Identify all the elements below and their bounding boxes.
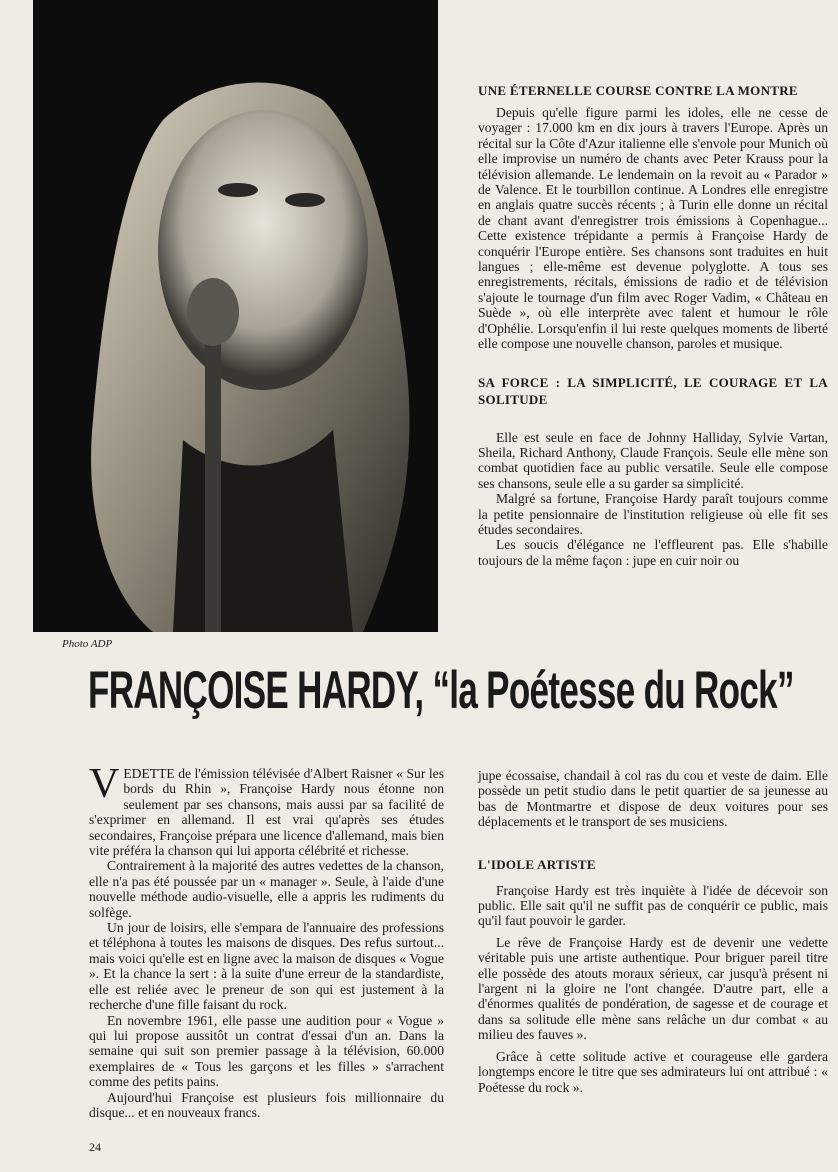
paragraph: Grâce à cette solitude active et courageuse elle gardera longtemps encore le titre que ses admirateurs lui ont attribué : « Poétesse du rock ». bbox=[478, 1048, 828, 1095]
paragraph: Les soucis d'élégance ne l'effleurent pas. Elle s'habille toujours de la même façon : jupe en cuir noir ou bbox=[478, 537, 828, 568]
right-column-top bbox=[478, 82, 828, 568]
right-column-bottom bbox=[478, 768, 828, 1095]
paragraph: Françoise Hardy est très inquiète à l'idée de décevoir son public. Elle sait qu'il ne suffit pas de conquérir ce public, mais qu'il faut pouvoir le garder. bbox=[478, 882, 828, 929]
paragraph: Depuis qu'elle figure parmi les idoles, elle ne cesse de voyager : 17.000 km en dix jours à travers l'Europe. Après un récital sur la Côte d'Azur italienne elle s'envole pour Munich où elle improvise un numéro de chants avec Peter Krauss pour la télévision allemande. Le lendemain on la revoit au « Parador » de Valence. Et le tourbillon continue. A Londres elle enregistre en anglais quatre succès récents ; à Turin elle donne un récital de chant avant d'enregistrer trois émissions à Copenhague... Cette existence trépidante a permis à Françoise Hardy de conquérir l'Europe entière. Ses chansons sont traduites en huit langues ; elle-même est devenue polyglotte. A tous ses enregistrements, récitals, émissions de radio et de télévision s'ajoute le tournage d'un film avec Roger Vadim, « Château en Suède », où elle interprète avec talent et humour le rôle d'Ophélie. Lorsqu'enfin il lui reste quelques moments de liberté elle compose une nouvelle chanson, paroles et musique. bbox=[478, 105, 828, 352]
paragraph: jupe écossaise, chandail à col ras du cou et veste de daim. Elle possède un petit studio dans le petit quartier de sa jeunesse au bas de Montmartre et dispose de deux voitures pour ses déplacements et le transport de ses musiciens. bbox=[478, 768, 828, 830]
paragraph: Malgré sa fortune, Françoise Hardy paraît toujours comme la petite pensionnaire de l'institution religieuse où elle fit ses études secondaires. bbox=[478, 491, 828, 537]
paragraph: Contrairement à la majorité des autres vedettes de la chanson, elle n'a pas été poussée par un « manager ». Seule, à l'aide d'une nouvelle méthode audio-visuelle, elle a appris les rudiments du solfège. bbox=[89, 858, 444, 920]
section-title-course: UNE ÉTERNELLE COURSE CONTRE LA MONTRE bbox=[478, 83, 798, 98]
intro-text: EDETTE de l'émission télévisée d'Albert Raisner « Sur les bords du Rhin », Françoise Hardy nous étonne non seulement par ses chansons, mais aussi par sa facilité de s'exprimer en allemand. Il est vrai qu'après ses études secondaires, Françoise prépara une licence d'allemand, mais bien vite préféra la chanson qui lui apporta célébrité et richesse. bbox=[89, 766, 444, 859]
paragraph: En novembre 1961, elle passe une audition pour « Vogue » qui lui propose aussitôt un contrat d'essai d'un an. Dans la semaine qui suit son premier passage à la télévision, 60.000 exemplaires de « Tous les garçons et les filles » s'arrachent comme des petits pains. bbox=[89, 1012, 444, 1090]
paragraph: Aujourd'hui Françoise est plusieurs fois millionnaire du disque... et en nouveaux francs. bbox=[89, 1089, 444, 1120]
paragraph: Elle est seule en face de Johnny Halliday, Sylvie Vartan, Sheila, Richard Anthony, Claude François. Seule elle mène son combat quotidien face au public versatile. Seule elle compose ses chansons, seule elle a su garder sa simplicité. bbox=[478, 429, 828, 491]
headline: FRANÇOISE HARDY, “la Poétesse du Rock” bbox=[88, 661, 794, 720]
intro-paragraph bbox=[89, 761, 444, 859]
page-number: 24 bbox=[89, 1140, 101, 1154]
paragraph: Un jour de loisirs, elle s'empara de l'annuaire des professions et téléphona à toutes les maisons de disques. Des refus surtout... mais voici qu'elle est en ligne avec la maison de disques « Vogue ». Et la chance la sert : à la suite d'une erreur de la standardiste, elle est reliée avec le preneur de son qui est justement à la recherche d'une fille faisant du rock. bbox=[89, 920, 444, 1013]
left-column-bottom bbox=[89, 761, 444, 1120]
photo-caption: Photo ADP bbox=[62, 638, 113, 650]
section-title-force: SA FORCE : LA SIMPLICITÉ, LE COURAGE ET LA SOLITUDE bbox=[478, 374, 828, 407]
drop-cap: V bbox=[89, 761, 120, 807]
section-title-idole: L'IDOLE ARTISTE bbox=[478, 856, 596, 872]
singer-photo-image bbox=[33, 0, 438, 632]
paragraph: Le rêve de Françoise Hardy est de devenir une vedette véritable puis une artiste authentique. Pour briguer pareil titre elle possède des atouts moraux sérieux, car jusqu'à présent ni l'argent ni la gloire ne l'ont changée. D'autre part, elle a d'énormes qualités de pondération, de sagesse et de courage et dans sa solitude elle mène sans relâche un dur combat « au milieu des fauves ». bbox=[478, 934, 828, 1043]
portrait-photo bbox=[33, 0, 438, 632]
